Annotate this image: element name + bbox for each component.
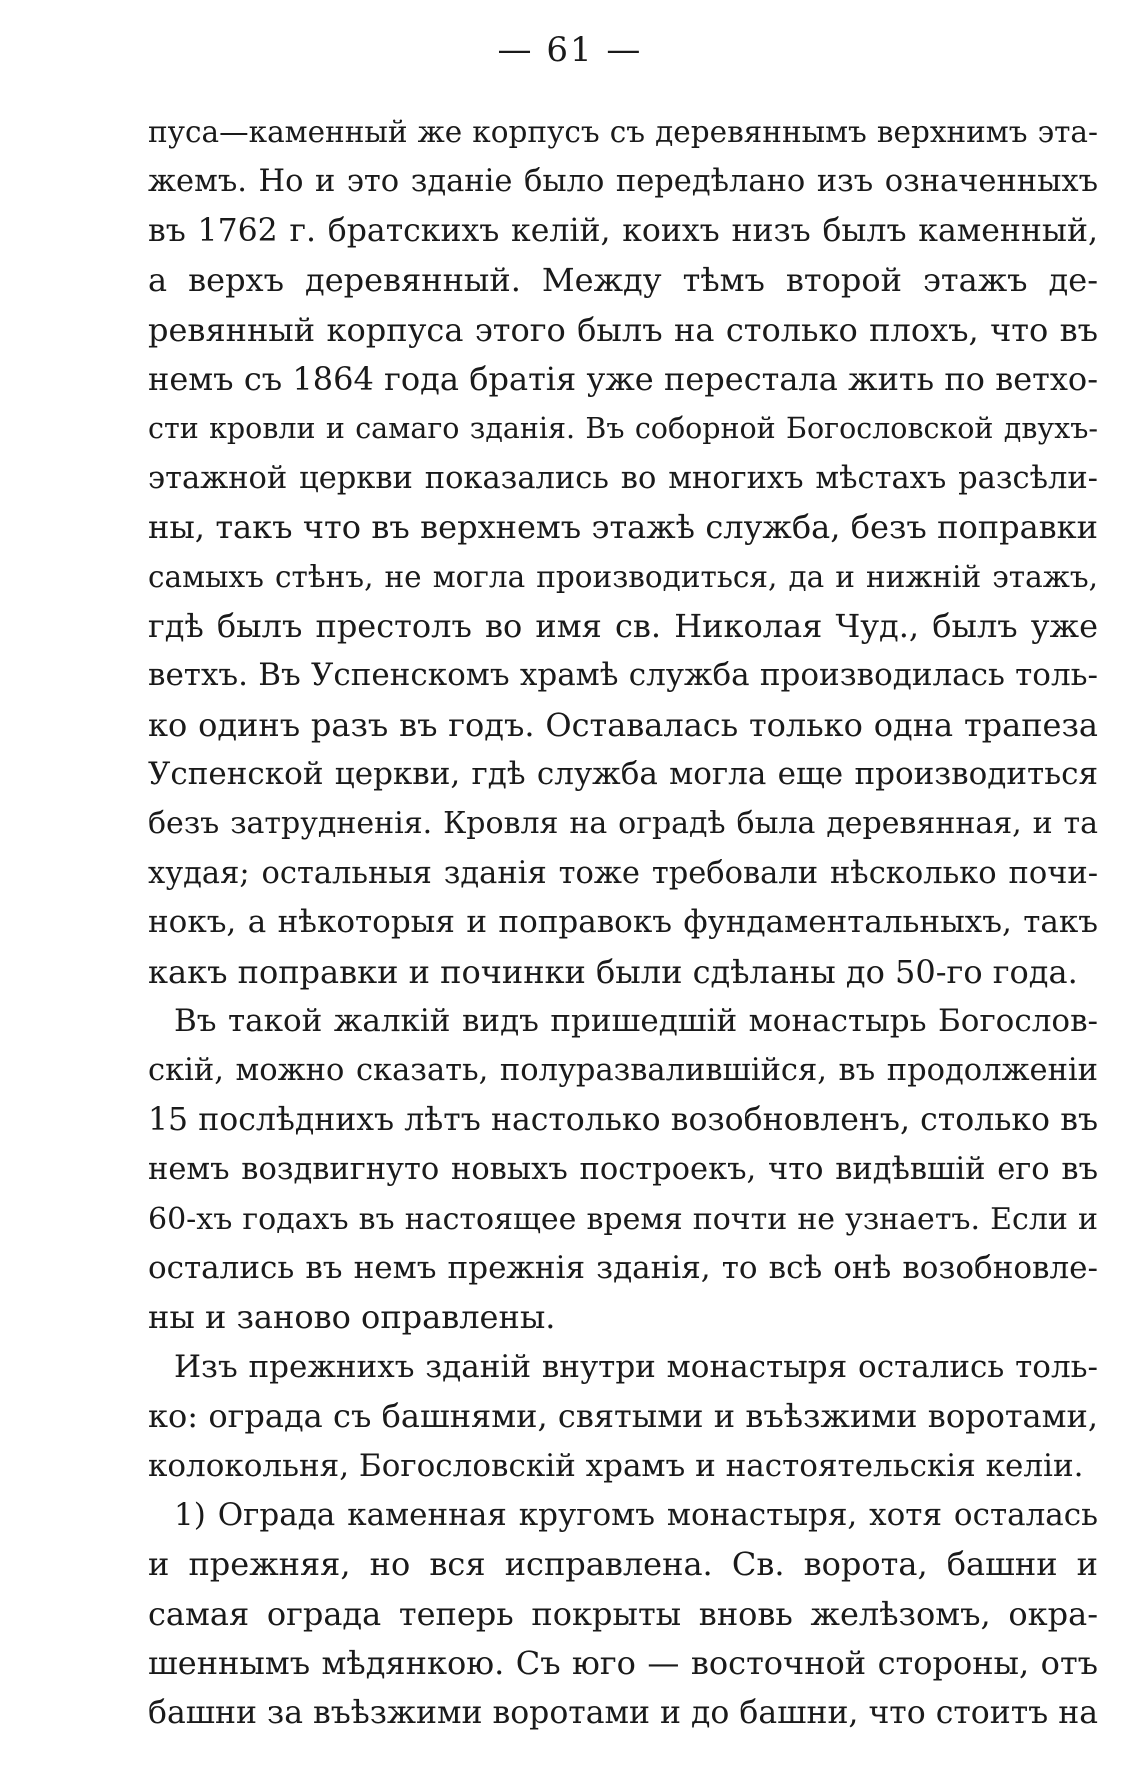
text-line: жемъ. Но и это зданіе было передѣлано изъ означенныхъ xyxy=(148,164,1098,200)
text-line: ны и заново оправлены. xyxy=(148,1298,556,1337)
text-line: а верхъ деревянный. Между тѣмъ второй этажъ де- xyxy=(148,261,1098,300)
text-line: этажной церкви показались во многихъ мѣстахъ разсѣли- xyxy=(148,460,1098,496)
text-line: самая ограда теперь покрыты вновь желѣзомъ, окра- xyxy=(148,1594,1098,1633)
text-line: гдѣ былъ престолъ во имя св. Николая Чуд., былъ уже xyxy=(148,606,1098,645)
text-line: 60-хъ годахъ въ настоящее время почти не узнаетъ. Если и xyxy=(148,1201,1098,1237)
text-line: Въ такой жалкій видъ пришедшій монастырь Богослов- xyxy=(174,1003,1098,1040)
text-line: безъ затрудненія. Кровля на оградѣ была деревянная, и та xyxy=(148,806,1098,842)
text-line: пуса—каменный же корпусъ съ деревяннымъ верхнимъ эта- xyxy=(148,115,1098,149)
text-line: нокъ, а нѣкоторыя и поправокъ фундаментальныхъ, такъ xyxy=(148,904,1098,941)
text-line: какъ поправки и починки были сдѣланы до 50-го года. xyxy=(148,952,1078,991)
page-number: — 61 — xyxy=(497,30,643,70)
text-line: ко: ограда съ башнями, святыми и въѣзжими воротами, xyxy=(148,1397,1098,1436)
text-line: ветхъ. Въ Успенскомъ храмѣ служба производилась толь- xyxy=(148,657,1098,694)
text-line: скій, можно сказать, полуразвалившійся, въ продолженіи xyxy=(148,1053,1098,1089)
text-line: башни за въѣзжими воротами и до башни, что стоитъ на xyxy=(148,1694,1098,1731)
text-line: самыхъ стѣнъ, не могла производиться, да и нижній этажъ, xyxy=(148,559,1098,594)
text-line: ны, такъ что въ верхнемъ этажѣ служба, безъ поправки xyxy=(148,508,1098,547)
text-line: сти кровли и самаго зданія. Въ соборной Богословской двухъ- xyxy=(148,412,1098,446)
text-line: Изъ прежнихъ зданій внутри монастыря остались толь- xyxy=(174,1348,1098,1385)
body-text xyxy=(148,108,1098,1738)
text-line: 15 послѣднихъ лѣтъ настолько возобновленъ, столько въ xyxy=(148,1101,1098,1138)
text-line: колокольня, Богословскій храмъ и настоятельскія келіи. xyxy=(148,1447,1084,1484)
text-line: въ 1762 г. братскихъ келій, коихъ низъ былъ каменный, xyxy=(148,212,1098,249)
text-line: и прежняя, но вся исправлена. Св. ворота, башни и xyxy=(148,1545,1098,1584)
text-line: ревянный корпуса этого былъ на столько плохъ, что въ xyxy=(148,310,1098,349)
text-line: худая; остальныя зданія тоже требовали нѣсколько почи- xyxy=(148,855,1098,891)
text-line: немъ воздвигнуто новыхъ построекъ, что видѣвшій его въ xyxy=(148,1152,1098,1188)
text-line: немъ съ 1864 года братія уже перестала жить по ветхо- xyxy=(148,359,1098,398)
text-line: остались въ немъ прежнія зданія, то всѣ онѣ возобновле- xyxy=(148,1249,1098,1286)
text-line: ко одинъ разъ въ годъ. Оставалась только одна трапеза xyxy=(148,705,1098,744)
text-line: шеннымъ мѣдянкою. Съ юго — восточной стороны, отъ xyxy=(148,1644,1098,1683)
text-line: 1) Ограда каменная кругомъ монастыря, хотя осталась xyxy=(174,1496,1098,1533)
text-line: Успенской церкви, гдѣ служба могла еще производиться xyxy=(148,756,1098,793)
